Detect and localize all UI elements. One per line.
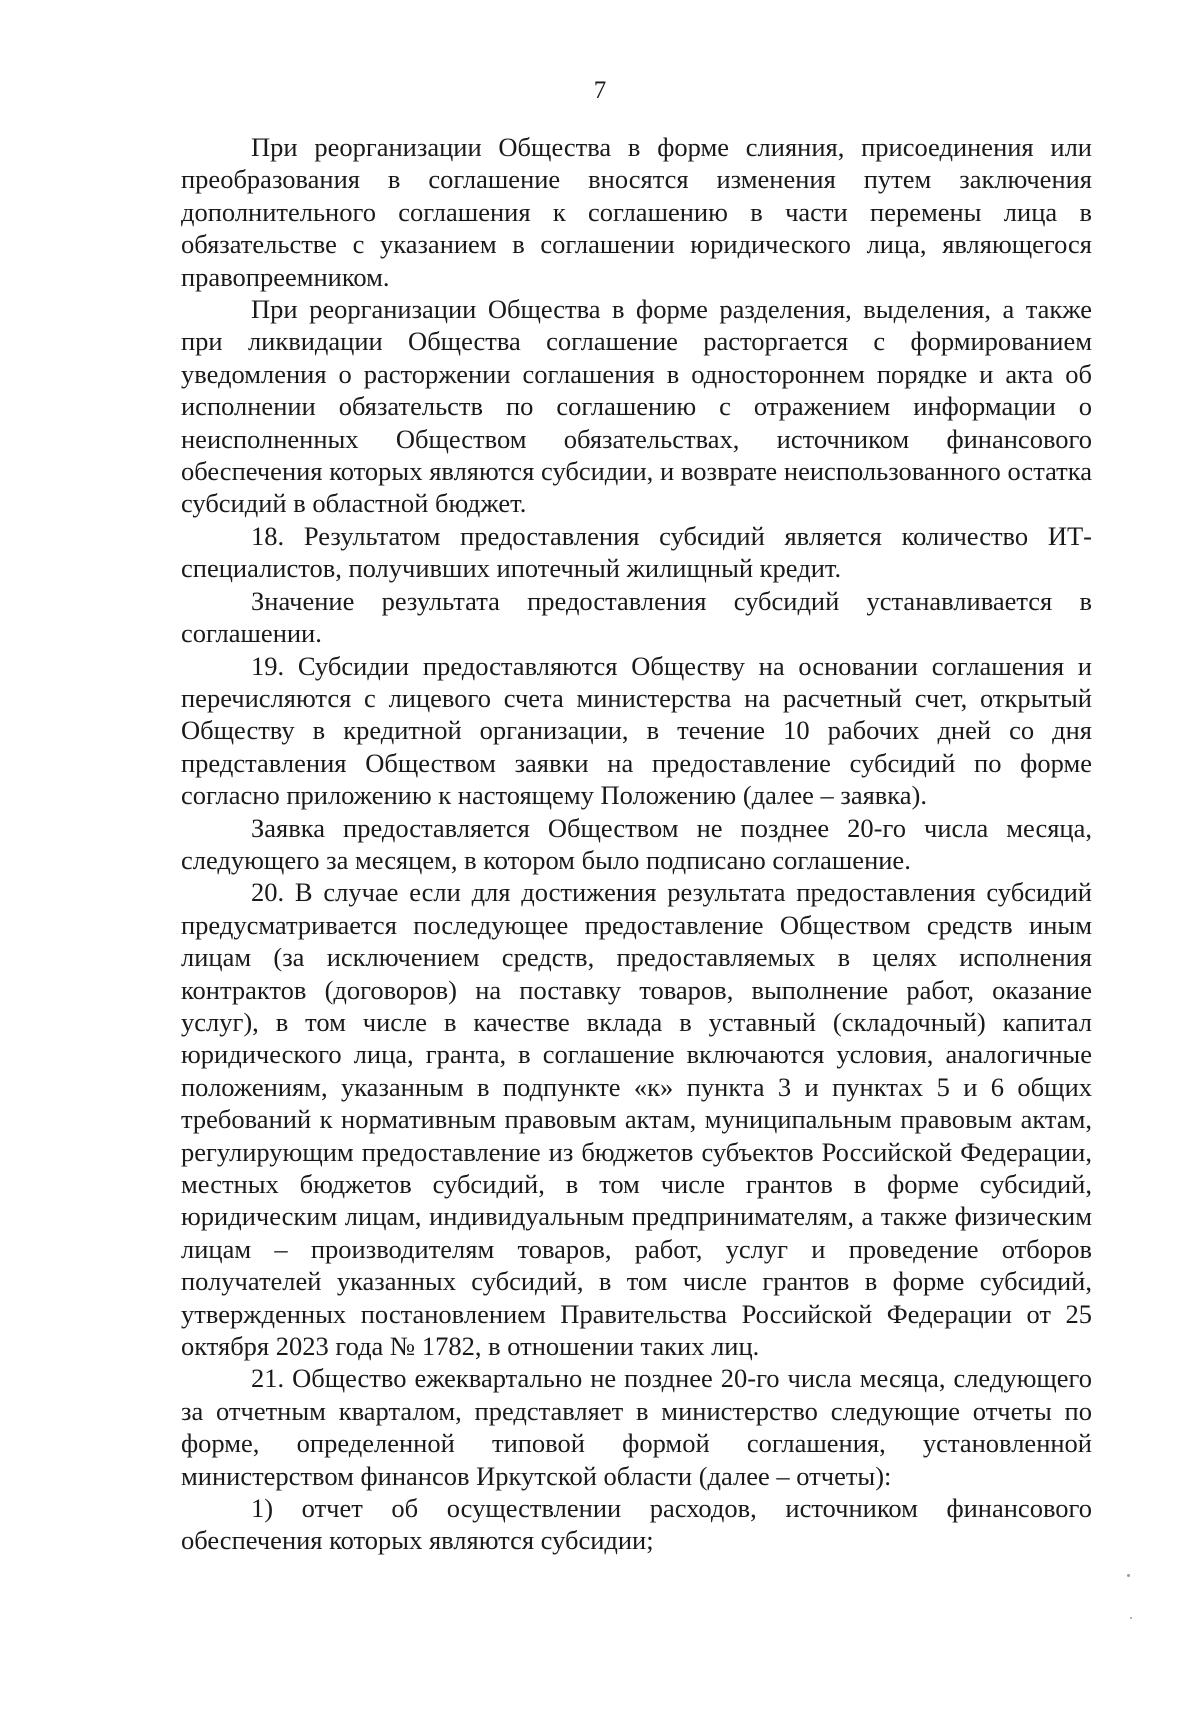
paragraph-report-item-1: 1) отчет об осуществлении расходов, источником финансового обеспечения которых являются субсидии; (181, 1493, 1092, 1556)
paragraph-20-conditions: 20. В случае если для достижения результата предоставления субсидий предусматривается последующее предоставление Обществом средств иным лицам (за исключением средств, предоставляемых в целях исполнения контрактов (договоров) на поставку товаров, выполнение работ, оказание услуг), в том числе в качестве вклада в уставный (складочный) капитал юридического лица, гранта, в соглашение включаются условия, аналогичные положениям, указанным в подпункте «к» пункта 3 и пунктах 5 и 6 общих требований к нормативным правовым актам, муниципальным правовым актам, регулирующим предоставление из бюджетов субъектов Российской Федерации, местных бюджетов субсидий, в том числе грантов в форме субсидий, юридическим лицам, индивидуальным предпринимателям, а также физическим лицам – производителям товаров, работ, услуг и проведение отборов получателей указанных субсидий, в том числе грантов в форме субсидий, утвержденных постановлением Правительства Российской Федерации от 25 октября 2023 года № 1782, в отношении таких лиц. (181, 877, 1092, 1362)
scan-speck (1127, 1574, 1130, 1577)
paragraph-19-transfer: 19. Субсидии предоставляются Обществу на основании соглашения и перечисляются с лицевого счета министерства на расчетный счет, открытый Обществу в кредитной организации, в течение 10 рабочих дней со дня представления Обществом заявки на предоставление субсидий по форме согласно приложению к настоящему Положению (далее – заявка). (181, 650, 1092, 811)
paragraph-18-result: 18. Результатом предоставления субсидий является количество ИТ-специалистов, получивших ипотечный жилищный кредит. (181, 520, 1092, 584)
paragraph-result-value: Значение результата предоставления субсидий устанавливается в соглашении. (181, 585, 1092, 649)
paragraph-reorganization-merger: При реорганизации Общества в форме слияния, присоединения или преобразования в соглашение вносятся изменения путем заключения дополнительного соглашения к соглашению в части перемены лица в обязательстве с указанием в соглашении юридического лица, являющегося правопреемником. (181, 132, 1092, 292)
paragraph-application-deadline: Заявка предоставляется Обществом не позднее 20-го числа месяца, следующего за месяцем, в котором было подписано соглашение. (181, 812, 1092, 875)
scan-speck (1130, 1617, 1132, 1619)
page-number: 7 (593, 77, 607, 104)
paragraph-21-reports: 21. Общество ежеквартально не позднее 20-го числа месяца, следующего за отчетным кварталом, представляет в министерство следующие отчеты по форме, определенной типовой формой соглашения, установленной министерством финансов Иркутской области (далее – отчеты): (181, 1363, 1092, 1491)
paragraph-reorganization-division: При реорганизации Общества в форме разделения, выделения, а также при ликвидации Общества соглашение расторгается с формированием уведомления о расторжении соглашения в одностороннем порядке и акта об исполнении обязательств по соглашению с отражением информации о неисполненных Обществом обязательствах, источником финансового обеспечения которых являются субсидии, и возврате неиспользованного остатка субсидий в областной бюджет. (181, 294, 1092, 519)
document-body (181, 131, 1092, 1557)
